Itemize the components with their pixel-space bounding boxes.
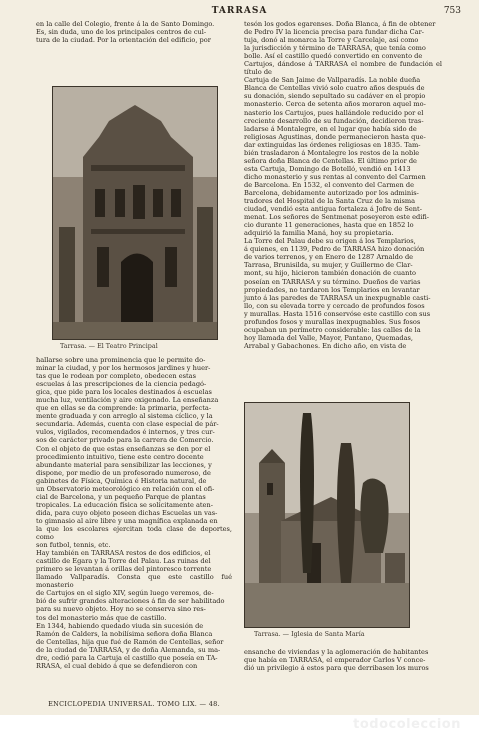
text-line: hallarse sobre una prominencia que le permite do- [36, 356, 206, 364]
text-line: tuja, donó al monarca la Torre y Carcelaje, así como [244, 36, 419, 45]
text-line: de Barcelona. En 1532, el convento del Carmen de [244, 180, 415, 189]
left-column-bottom [36, 356, 232, 670]
text-line: En 1344, habiendo quedado viuda sin sucesión de [36, 621, 204, 630]
text-line: poseían en TARRASA y su término. Dueños de varias [244, 277, 421, 286]
text-line: Blanca de Centellas vivió solo cuatro años después de [244, 84, 425, 93]
text-line: Con el objeto de que estas enseñanzas se den por el [36, 444, 211, 453]
text-line: dicho monasterio y sus rentas al convento del Carmen [244, 172, 426, 181]
text-line: mente graduada y con arreglo al sistema cíclico, y la [36, 412, 213, 421]
text-line: de la ciudad de TARRASA, y de doña Alemanda, su ma- [36, 645, 221, 654]
text-line: señora doña Blanca de Centellas. El último prior de [244, 156, 417, 165]
text-line: Hay también en TARRASA restos de dos edificios, el [36, 549, 211, 558]
text-line: tropicales. La educación física se solícitamente aten- [36, 500, 213, 509]
text-line: de Cartujos en el siglo XIV, según luego veremos, de- [36, 589, 214, 598]
text-line: esta Cartuja, Domingo de Botelló, vendió en 1413 [244, 164, 411, 173]
text-line: primero se levantan á orillas del pintoresco torrente [36, 565, 212, 574]
text-line: gabinetes de Física, Química é Historia natural, de [36, 476, 207, 485]
text-line: religiosas Agustinas, donde permanecieron hasta que- [244, 132, 426, 141]
text-line: junto á las paredes de TARRASA un inexpugnable casti- [244, 293, 431, 302]
text-line: bién trasladaron á Montalegre los restos de la noble [244, 148, 420, 157]
text-line: profundos fosos y murallas inexpugnables. Sus fosos [244, 317, 421, 326]
text-line: Cartujos, dándose á TARRASA el nombre de fundación el título de [244, 60, 442, 77]
text-line: tas que le rodean por completo, obedecen estas [36, 372, 196, 381]
text-line: creciente desarrollo de su fundación, decidieron tras- [244, 116, 424, 125]
right-column-top [244, 20, 442, 350]
text-line: para su nuevo objeto. Hoy no se conserva sino res- [36, 605, 206, 614]
text-line: Tarrasa, Brunisilda, su mujer, y Guillermo de Clar- [244, 261, 413, 270]
text-line: la que los escolares ejercitan toda clase de deportes, como [36, 524, 232, 542]
right-column-bottom [244, 648, 442, 672]
text-line: de varios terrenos, y en Enero de 1287 Arnaldo de [244, 253, 414, 262]
teatro-illustration [53, 87, 217, 339]
text-line: Cartuja de San Jaime de Vallparadís. La noble dueña [244, 76, 421, 85]
text-line: menat. Los señores de Sentmenat poseyeron este edifi- [244, 213, 430, 222]
watermark-text: todocoleccion [353, 717, 461, 732]
text-line: en la calle del Colegio, frente á la de Santo Domingo. [36, 20, 215, 28]
text-line: cio durante 11 generaciones, hasta que en 1852 lo [244, 221, 414, 230]
text-line: tesón los godos egarenses. Doña Blanca, á fin de obtener [244, 20, 436, 28]
page-number: 753 [443, 6, 461, 16]
text-line: Es, sin duda, uno de los principales centros de cul- [36, 28, 207, 37]
text-line: de Pedro IV la licencia precisa para fundar dicha Car- [244, 28, 424, 37]
text-line: to gimnasio al aire libre y una magnífica explanada en [36, 516, 218, 525]
text-line: cial de Barcelona, y un pequeño Parque de plantas [36, 492, 206, 501]
text-line: un Observatorio meteorológico en relación con el ofi- [36, 484, 215, 493]
text-line: Ramón de Calders, la nobilísima señora doña Blanca [36, 629, 213, 638]
text-line: sos de carácter privado para la carrera de Comercio. [36, 436, 214, 445]
text-line: nasterio los Cartujos, pues hallándole reducido por el [244, 108, 424, 117]
text-line: dar extinguidas las órdenes religiosas en 1835. Tam- [244, 140, 421, 149]
text-line: propiedades, no tardaron los Templarios en levantar [244, 285, 420, 294]
text-line: tradores del Hospital de la Santa Cruz de la misma [244, 197, 416, 206]
text-line: bolle. Así el castillo quedó convertido en convento de [244, 52, 423, 61]
watermark-bar [0, 715, 479, 735]
text-line: llo, con su elevada torre y cercado de profundos fosos [244, 301, 425, 310]
text-line: mont, su hijo, hicieron también donación de cuanto [244, 269, 416, 278]
text-line: monasterio. Cerca de setenta años moraron aquel mo- [244, 100, 426, 109]
text-line: mucha luz, ventilación y aire oxigenado. La enseñanza [36, 396, 219, 405]
running-header: TARRASA [211, 6, 268, 16]
text-line: dió un privilegio á estos para que derribasen los muros [244, 664, 429, 673]
figure-teatro-principal [52, 86, 218, 340]
page-footer: ENCICLOPEDIA UNIVERSAL. TOMO LIX. — 48. [48, 700, 220, 708]
text-line: ensanche de viviendas y la aglomeración de habitantes [244, 648, 429, 656]
text-line: tura de la ciudad. Por la orientación del edificio, por [36, 36, 211, 45]
text-line: su donación, siendo sepultado su cadáver en el propio [244, 92, 426, 101]
text-line: son futbol, tennis, etc. [36, 541, 111, 550]
text-line: á quienes, en 1139, Pedro de TARRASA hizo donación [244, 245, 425, 254]
text-line: que había en TARRASA, el emperador Carlos V conce- [244, 656, 426, 665]
left-column-top [36, 20, 232, 44]
text-line: secundaria. Además, cuenta con clase especial de pár- [36, 420, 219, 429]
text-line: y murallas. Hasta 1516 conservóse este castillo con sus [244, 309, 431, 318]
text-line: ladarse á Montalegre, en el lugar que había sido de [244, 124, 417, 133]
text-line: Barcelona, debidamente autorizado por los adminis- [244, 188, 419, 197]
figure-iglesia-santa-maria [244, 402, 410, 628]
text-line: escuelas á las prescripciones de la ciencia pedagó- [36, 380, 207, 389]
text-line: llamado Vallparadís. Consta que este castillo fué monasterio [36, 573, 232, 590]
text-line: vulos, vigilados, recomendados é internos, y tres cur- [36, 428, 215, 437]
text-line: Arrabal y Gabachones. En dicho año, en vista de [244, 341, 407, 350]
text-line: tos del monasterio más que de castillo. [36, 613, 167, 622]
text-line: ocupaban un perímetro considerable: las calles de la [244, 325, 421, 334]
text-line: procedimiento intuitivo, tiene este centro docente [36, 452, 204, 461]
text-line: la jurisdicción y término de TARRASA, que tenía como [244, 44, 426, 53]
text-line: dispone, por medio de un profesorado numeroso, de [36, 468, 211, 477]
iglesia-illustration [245, 403, 409, 627]
text-line: dre, cedió para la Cartuja el castillo que poseía en TA- [36, 653, 218, 662]
text-line: abundante material para sensibilizar las lecciones, y [36, 460, 212, 469]
text-line: dida, para cuyo objeto poseen dichas Escuelas un vas- [36, 508, 218, 517]
text-line: gica, que pide para los locales destinados á escuelas [36, 388, 212, 397]
text-line: que en ellas se da comprende: la primaria, perfecta- [36, 404, 212, 413]
text-line: ciudad, vendió esta antigua fortaleza á Jofre de Sent- [244, 205, 422, 214]
text-line: castillo de Egara y la Torre del Palau. Las ruinas del [36, 557, 211, 566]
figure-caption: Tarrasa. — El Teatro Principal [60, 342, 158, 350]
text-line: La Torre del Palau debe su origen á los Templarios, [244, 237, 416, 246]
text-line: de Centellas, hija que fué de Ramón de Centellas, señor [36, 637, 224, 646]
text-line: minar la ciudad, y por los hermosos jardines y huer- [36, 364, 211, 373]
text-line: hoy llamada del Valle, Mayor, Pantano, Quemadas, [244, 333, 414, 342]
text-line: adquirió la familia Maná, hoy su propietaria. [244, 229, 394, 238]
text-line: bió de sufrir grandes alteraciones á fin de ser habilitado [36, 597, 225, 606]
text-line: RRASA, el cual debido á que se defendieron con [36, 661, 198, 670]
figure-caption: Tarrasa. — Iglesia de Santa María [254, 630, 365, 638]
